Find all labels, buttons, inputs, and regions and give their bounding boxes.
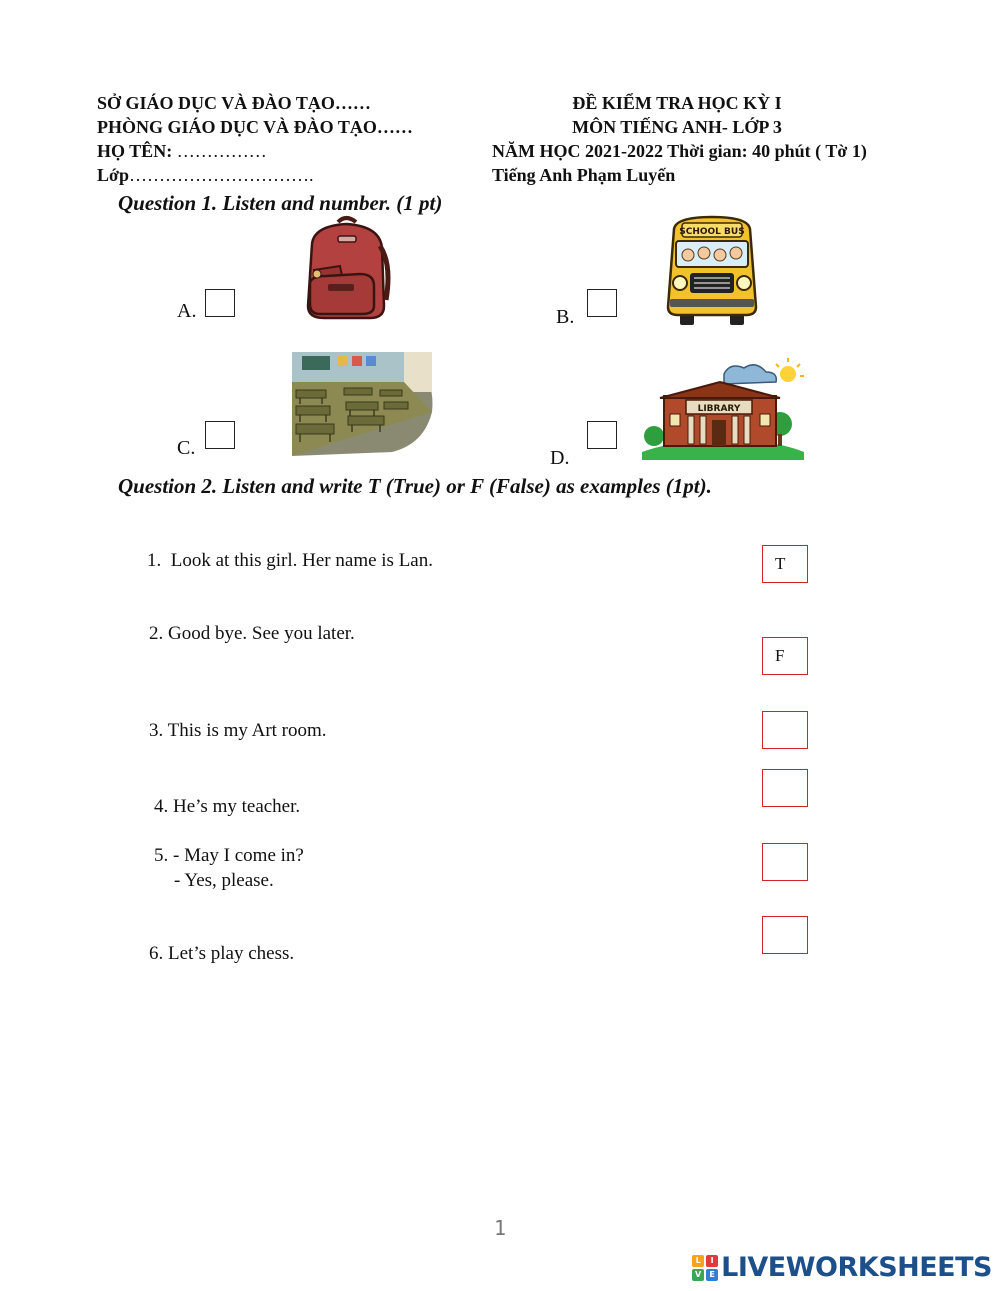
option-d-label: D. (550, 447, 570, 469)
statement-6 (149, 941, 294, 966)
logo-mark-icon (692, 1255, 718, 1281)
statement-5-text: - May I come in? (173, 845, 304, 866)
statement-2-text: Good bye. See you later. (168, 623, 355, 644)
logo-mark-e: E (706, 1269, 718, 1281)
name-dots: …………… (176, 141, 267, 161)
exam-title: ĐỀ KIỂM TRA HỌC KỲ I (572, 93, 782, 113)
header-right (492, 91, 867, 187)
library-picture (640, 354, 806, 462)
class-line (97, 163, 413, 187)
answer-box-4[interactable] (762, 769, 808, 807)
answer-box-5[interactable] (762, 843, 808, 881)
question-1-title: Question 1. Listen and number. (1 pt) (118, 191, 443, 215)
name-line (97, 139, 413, 163)
school-bus-picture (660, 215, 764, 327)
statement-5 (154, 843, 304, 893)
option-c-label: C. (177, 437, 196, 459)
statement-4-number: 4. (154, 796, 169, 817)
class-dots: …………………………. (128, 165, 314, 185)
statement-5-text-2: - Yes, please. (174, 870, 274, 891)
office-line: PHÒNG GIÁO DỤC VÀ ĐÀO TẠO…… (97, 117, 413, 137)
statement-3 (149, 718, 327, 743)
logo-mark-l: L (692, 1255, 704, 1267)
statement-2 (149, 621, 355, 646)
answer-box-3[interactable] (762, 711, 808, 749)
liveworksheets-logo[interactable] (692, 1252, 992, 1283)
option-b-label: B. (556, 306, 575, 328)
statement-4 (154, 794, 300, 819)
bus-sign-text: SCHOOL BUS (679, 227, 745, 237)
school-year-line: NĂM HỌC 2021-2022 Thời gian: 40 phút ( Tờ 1) (492, 141, 867, 161)
subject-line: MÔN TIẾNG ANH- LỚP 3 (572, 117, 782, 137)
classroom-picture (292, 352, 436, 456)
backpack-picture (300, 214, 392, 324)
logo-mark-v: V (692, 1269, 704, 1281)
statement-1-number: 1. (147, 550, 162, 571)
statement-3-text: This is my Art room. (167, 720, 327, 741)
option-b-box[interactable] (587, 289, 617, 317)
answer-box-6[interactable] (762, 916, 808, 954)
author-line: Tiếng Anh Phạm Luyến (492, 165, 676, 185)
statement-5-number: 5. (154, 845, 169, 866)
question-2-title: Question 2. Listen and write T (True) or F (False) as examples (1pt). (118, 474, 712, 498)
option-a-box[interactable] (205, 289, 235, 317)
department-line: SỞ GIÁO DỤC VÀ ĐÀO TẠO…… (97, 93, 371, 113)
statement-1-text: Look at this girl. Her name is Lan. (170, 550, 433, 571)
brand-name: LIVEWORKSHEETS (721, 1252, 992, 1283)
name-label: HỌ TÊN: (97, 141, 173, 161)
answer-box-2[interactable]: F (762, 637, 808, 675)
statement-4-text: He’s my teacher. (173, 796, 301, 817)
statement-6-number: 6. (149, 943, 164, 964)
answer-box-1[interactable]: T (762, 545, 808, 583)
page-number: 1 (493, 1216, 507, 1240)
statement-2-number: 2. (149, 623, 164, 644)
option-a-label: A. (177, 300, 197, 322)
logo-mark-i: I (706, 1255, 718, 1267)
header-left (97, 91, 413, 187)
class-label: Lớp (97, 165, 129, 185)
statement-1 (147, 548, 433, 573)
library-sign-text: LIBRARY (697, 404, 741, 414)
option-d-box[interactable] (587, 421, 617, 449)
option-c-box[interactable] (205, 421, 235, 449)
statement-3-number: 3. (149, 720, 164, 741)
statement-6-text: Let’s play chess. (168, 943, 295, 964)
